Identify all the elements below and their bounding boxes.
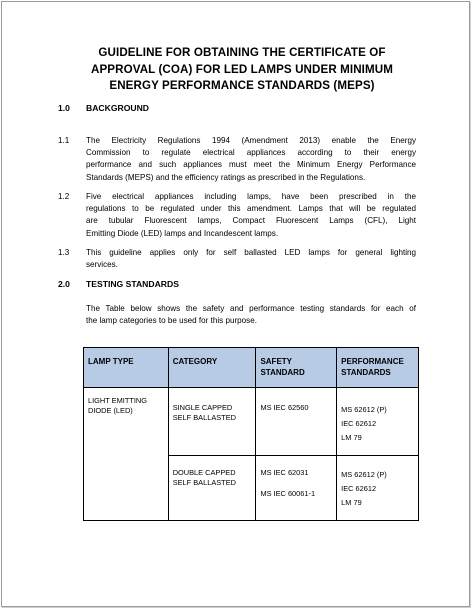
title-line: ENERGY PERFORMANCE STANDARDS (MEPS): [109, 79, 375, 92]
table-row: [84, 388, 419, 456]
paragraph-line: are tubular Fluorescent lamps, Compact Fluorescent Lamps (CFL), Light: [86, 216, 416, 226]
header-safety-standard: [256, 348, 337, 388]
safety-cell: [256, 456, 337, 521]
paragraph-line: Commission to regulate electrical appliances according to their energy: [86, 148, 416, 158]
cell-text: MS IEC 60061-1: [260, 488, 316, 498]
category-cell: [168, 388, 256, 456]
cell-text: LIGHT EMITTING: [88, 396, 147, 405]
section-title: BACKGROUND: [86, 103, 150, 113]
cell-text: IEC 62612: [341, 419, 377, 428]
safety-cell: [256, 388, 337, 456]
performance-cell: [337, 388, 419, 456]
paragraph-line: Five electrical appliances including lamps, have been prescribed in the: [86, 192, 416, 201]
header-label: STANDARDS: [341, 367, 391, 377]
testing-standards-table: [83, 347, 419, 521]
header-performance-standards: [337, 348, 419, 388]
cell-text: LM 79: [341, 498, 362, 507]
section-number: 2.0: [58, 279, 70, 289]
title-line: GUIDELINE FOR OBTAINING THE CERTIFICATE OF: [98, 46, 386, 59]
header-label: LAMP TYPE: [88, 357, 134, 366]
paragraph-line: performance and such appliances must meet the Minimum Energy Performance: [86, 160, 416, 170]
header-label: STANDARD: [260, 367, 305, 377]
cell-text: DOUBLE CAPPED: [172, 468, 236, 477]
header-label: CATEGORY: [172, 357, 218, 366]
cell-text: MS 62612 (P): [341, 405, 387, 414]
paragraph-line: The Table below shows the safety and performance testing standards for each of: [86, 304, 416, 313]
paragraph-line: Emitting Diode (LED) lamps and Incandescent lamps.: [86, 228, 279, 238]
paragraph-line: The Electricity Regulations 1994 (Amendment 2013) enable the Energy: [86, 136, 416, 145]
lamp-type-cell: [84, 388, 169, 521]
paragraph-line: This guideline applies only for self ballasted LED lamps for general lighting: [86, 248, 416, 257]
header-label: PERFORMANCE: [341, 357, 404, 366]
cell-text: SELF BALLASTED: [172, 477, 236, 487]
cell-text: IEC 62612: [341, 484, 377, 493]
paragraph-number: 1.2: [58, 192, 70, 201]
paragraph-line: services.: [86, 260, 118, 270]
cell-text: MS IEC 62031: [260, 468, 309, 477]
section-number: 1.0: [58, 103, 70, 113]
paragraph-number: 1.1: [58, 136, 70, 145]
paragraph-line: Standards (MEPS) and the efficiency ratings as prescribed in the Regulations.: [86, 172, 366, 182]
cell-text: MS IEC 62560: [260, 403, 309, 412]
title-line: APPROVAL (COA) FOR LED LAMPS UNDER MINIMUM: [91, 62, 393, 76]
header-category: [168, 348, 256, 388]
cell-text: SINGLE CAPPED: [172, 403, 233, 412]
paragraph-line: regulations to be regulated under this amendment. Lamps that will be regulated: [86, 204, 416, 214]
paragraph-line: the lamp categories to be used for this purpose.: [86, 316, 257, 326]
header-label: SAFETY: [260, 357, 292, 366]
paragraph-number: 1.3: [58, 248, 70, 257]
cell-text: SELF BALLASTED: [172, 412, 236, 422]
document-page: [1, 1, 470, 607]
document-title: [62, 45, 422, 95]
cell-text: DIODE (LED): [88, 405, 133, 415]
header-lamp-type: [84, 348, 169, 388]
performance-cell: [337, 456, 419, 521]
table-header-row: [84, 348, 419, 388]
cell-text: MS 62612 (P): [341, 470, 387, 479]
cell-text: LM 79: [341, 433, 362, 442]
section-title: TESTING STANDARDS: [86, 279, 179, 289]
category-cell: [168, 456, 256, 521]
